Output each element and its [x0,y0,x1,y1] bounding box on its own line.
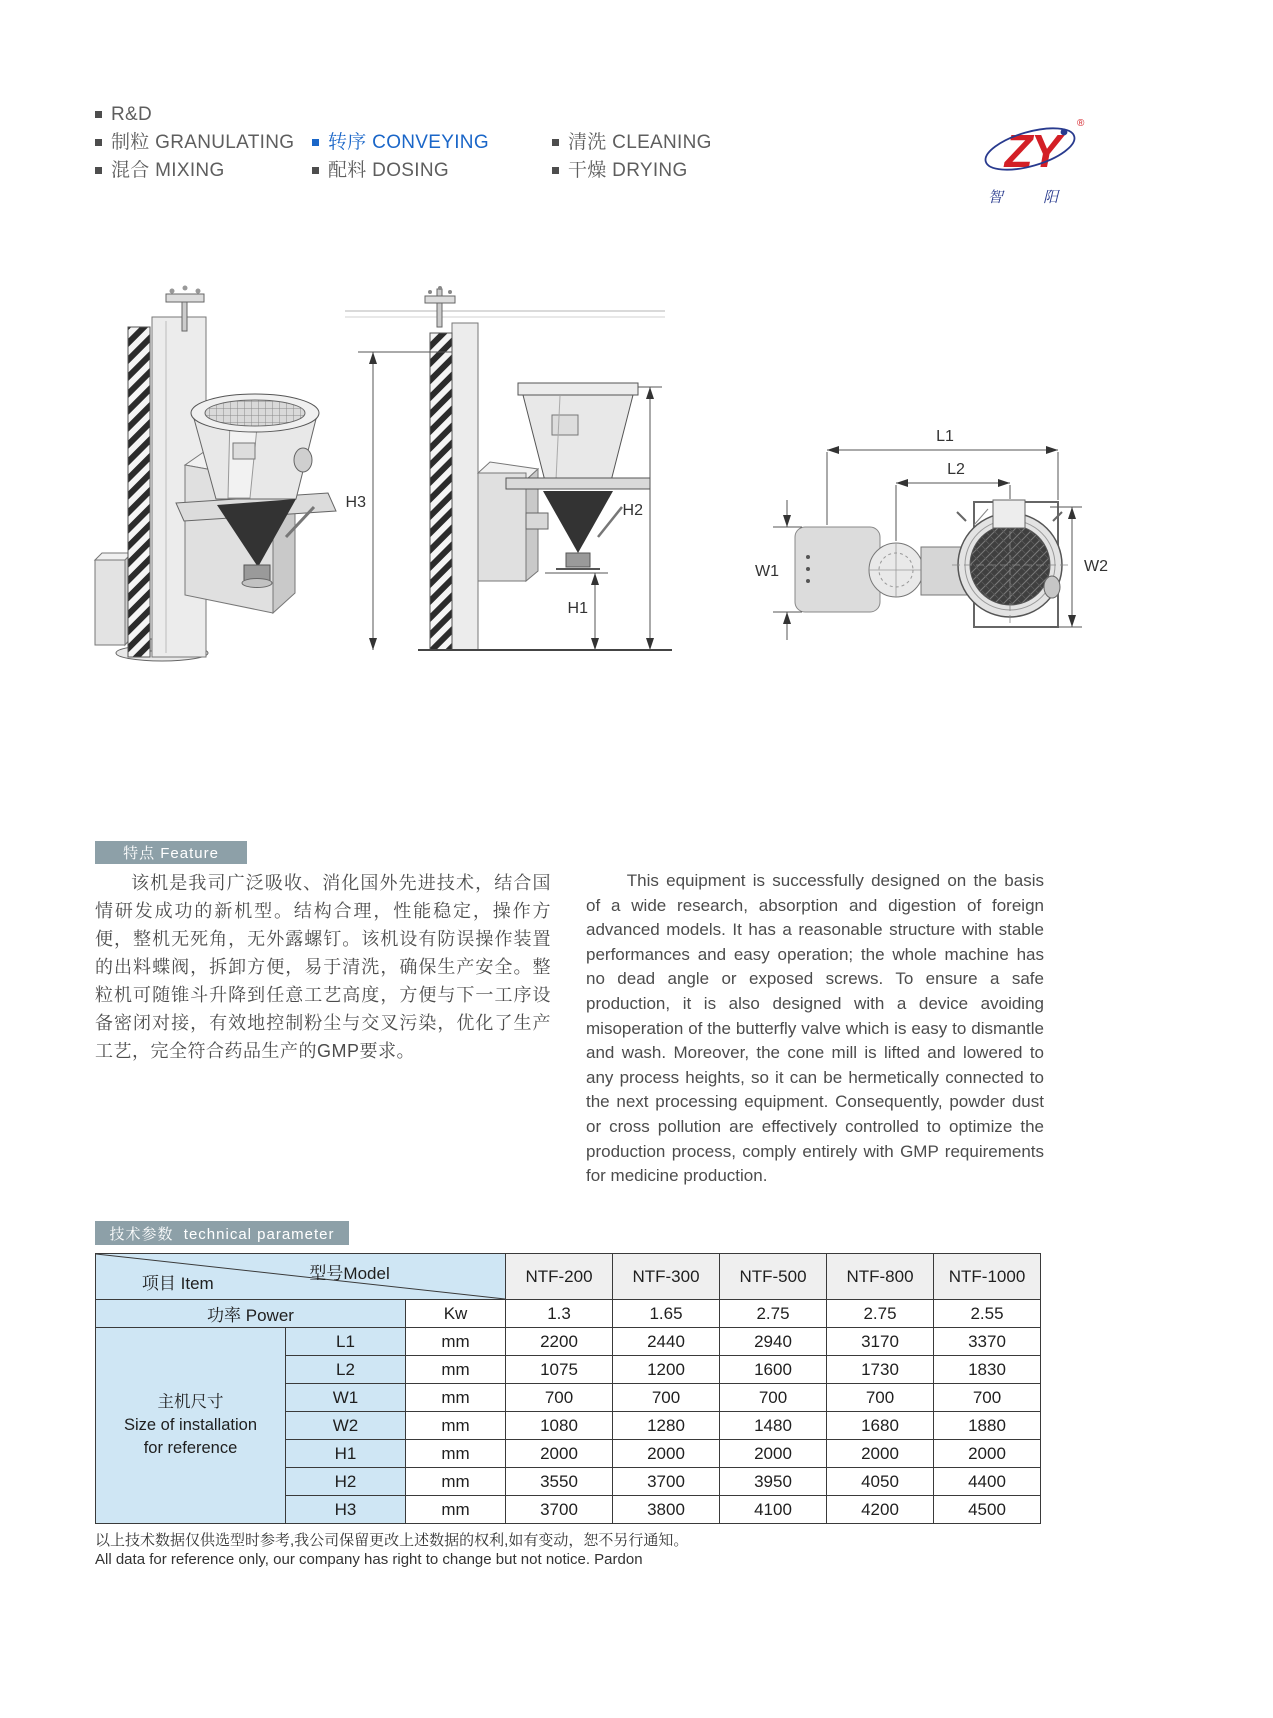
item-header-label: 项目 Item [141,1274,214,1293]
dim-value: 3800 [613,1496,720,1524]
nav-item-granulating [95,131,294,154]
dim-value: 4400 [934,1468,1041,1496]
logo-text: ZY [1004,125,1060,177]
dim-label-h1: H1 [567,600,588,617]
nav-label: R&D [111,104,153,125]
footnote-english: All data for reference only, our company has right to change but not notice. Pardon [95,1551,643,1568]
dim-value: 3950 [720,1468,827,1496]
drawing-side-view [345,286,672,650]
model-header-label: 型号Model [309,1264,390,1283]
power-unit: Kw [406,1300,506,1328]
dim-unit: mm [406,1384,506,1412]
dim-value: 3700 [613,1468,720,1496]
technical-parameter-badge: 技术参数 technical parameter [95,1221,349,1245]
dim-value: 1830 [934,1356,1041,1384]
table-header-row [96,1254,1041,1300]
nav-item-drying [552,159,712,182]
dim-unit: mm [406,1440,506,1468]
power-row [96,1300,1041,1328]
square-bullet-icon [312,139,319,146]
feature-paragraph-chinese: 该机是我司广泛吸收、消化国外先进技术，结合国情研发成功的新机型。结构合理，性能稳定，操作方便，整机无死角，无外露螺钉。该机设有防误操作装置的出料蝶阀，拆卸方便，易于清洗，确保生产安全。整粒机可随锥斗升降到任意工艺高度，方便与下一工序设备密闭对接，有效地控制粉尘与交叉污染，优化了生产工艺，完全符合药品生产的GMP要求。 [95,873,551,1061]
power-value: 2.75 [827,1300,934,1328]
square-bullet-icon [95,139,102,146]
nav-column-1 [95,103,294,182]
mesh-screen-top [205,400,305,426]
power-value: 2.75 [720,1300,827,1328]
dim-value: 4200 [827,1496,934,1524]
model-column-header: NTF-200 [506,1254,613,1300]
dim-value: 700 [720,1384,827,1412]
dim-value: 1680 [827,1412,934,1440]
dim-value: 700 [506,1384,613,1412]
dim-value: 3370 [934,1328,1041,1356]
square-bullet-icon [552,139,559,146]
model-column-header: NTF-800 [827,1254,934,1300]
nav-column-2 [312,131,489,182]
dim-value: 3550 [506,1468,613,1496]
dim-name: H2 [286,1468,406,1496]
nav-label: 清洗 CLEANING [568,132,712,153]
dim-label-w1: W1 [755,563,779,580]
dim-value: 2000 [827,1440,934,1468]
dim-unit: mm [406,1356,506,1384]
nav-label: 转序 CONVEYING [328,132,489,153]
dim-value: 2000 [720,1440,827,1468]
dim-label-h3: H3 [345,494,366,511]
dim-name: L2 [286,1356,406,1384]
dim-value: 1730 [827,1356,934,1384]
model-column-header: NTF-1000 [934,1254,1041,1300]
dim-value: 1075 [506,1356,613,1384]
drawing-top-view [755,428,1108,640]
square-bullet-icon [552,167,559,174]
size-label-line: 主机尺寸 [157,1393,224,1411]
nav-label: 制粒 GRANULATING [111,132,295,153]
dim-value: 700 [827,1384,934,1412]
footnote-chinese: 以上技术数据仅供选型时参考,我公司保留更改上述数据的权利,如有变动，恕不另行通知。 [95,1532,689,1549]
dim-value: 3170 [827,1328,934,1356]
dim-value: 700 [934,1384,1041,1412]
logo-orbit-dot-icon [1061,129,1068,136]
dim-name: H3 [286,1496,406,1524]
nav-item-cleaning [552,131,712,154]
dim-value: 3700 [506,1496,613,1524]
feature-section-badge: 特点 Feature [95,841,247,864]
nav-label: 配料 DOSING [328,160,449,181]
nav-item-mixing [95,159,294,182]
power-value: 1.3 [506,1300,613,1328]
dim-unit: mm [406,1468,506,1496]
footnote [95,1531,688,1569]
technical-drawings [90,275,1108,715]
dim-name: L1 [286,1328,406,1356]
dim-value: 4500 [934,1496,1041,1524]
dim-value: 1600 [720,1356,827,1384]
nav-item-dosing [312,159,489,182]
dim-value: 2000 [506,1440,613,1468]
power-value: 1.65 [613,1300,720,1328]
nav-item-rd [95,103,294,126]
dim-value: 1200 [613,1356,720,1384]
dim-value: 1880 [934,1412,1041,1440]
dim-unit: mm [406,1328,506,1356]
power-label: 功率 Power [96,1300,406,1328]
dim-name: W2 [286,1412,406,1440]
cone-hopper [543,491,613,553]
square-bullet-icon [95,167,102,174]
logo-subtext: 智 阳 [987,189,1077,206]
size-label-line: for reference [143,1439,238,1457]
nav-label: 干燥 DRYING [568,160,688,181]
company-logo [982,112,1086,212]
dim-value: 1480 [720,1412,827,1440]
size-group-label [96,1328,286,1524]
dim-unit: mm [406,1496,506,1524]
dim-label-w2: W2 [1084,558,1108,575]
dim-value: 4050 [827,1468,934,1496]
dim-value: 2440 [613,1328,720,1356]
dim-value: 700 [613,1384,720,1412]
dim-value: 1280 [613,1412,720,1440]
model-column-header: NTF-500 [720,1254,827,1300]
dim-value: 2200 [506,1328,613,1356]
corner-cell [96,1254,506,1300]
dim-value: 1080 [506,1412,613,1440]
nav-item-conveying-active [312,131,489,154]
dim-value: 2940 [720,1328,827,1356]
square-bullet-icon [95,111,102,118]
dim-value: 2000 [934,1440,1041,1468]
dim-label-l2: L2 [947,461,965,478]
dim-unit: mm [406,1412,506,1440]
drawing-perspective-view [95,286,336,662]
power-value: 2.55 [934,1300,1041,1328]
nav-column-3 [552,131,712,182]
size-label-line: Size of installation [124,1416,257,1434]
dim-name: W1 [286,1384,406,1412]
square-bullet-icon [312,167,319,174]
dim-row-l1 [96,1328,1041,1356]
dim-label-h2: H2 [622,502,643,519]
technical-parameter-table [95,1253,1041,1524]
dim-value: 4100 [720,1496,827,1524]
nav-label: 混合 MIXING [111,160,225,181]
dim-value: 2000 [613,1440,720,1468]
registered-mark: ® [1077,118,1085,129]
feature-paragraph-english: This equipment is successfully designed on the basis of a wide research, absorption and digestion of foreign advanced models. It has a reasonable structure with stable performances and easy operation; the whole machine has no dead angle or exposed screws. To ensure a safe production, it is also designed with a device avoiding misoperation of the butterfly valve which is easy to dismantle and wash. Moreover, the cone mill is lifted and lowered to any process heights, so it can be hermetically connected to the next processing equipment. Consequently, powder dust or cross pollution are effectively controlled to optimize the production process, comply entirely with GMP requirements for medicine production. [586,871,1044,1186]
model-column-header: NTF-300 [613,1254,720,1300]
dim-label-l1: L1 [936,428,954,445]
dim-name: H1 [286,1440,406,1468]
